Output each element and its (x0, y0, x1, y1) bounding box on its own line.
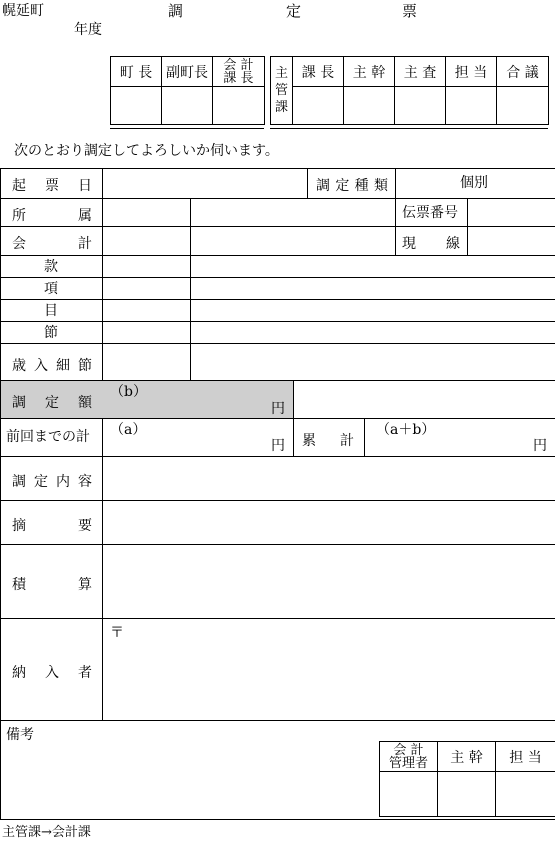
chief-header: 主 幹 (344, 57, 395, 87)
col-line (364, 418, 365, 456)
amount-marker: （b） (110, 384, 147, 400)
date-label: 起 票 日 (12, 178, 92, 194)
remarks-stamp-table (379, 741, 555, 817)
kan-label: 款 (44, 259, 58, 275)
payer-label: 納 入 者 (12, 665, 92, 681)
title-char-3: 票 (402, 2, 418, 20)
col-line (102, 168, 103, 720)
row-line (0, 343, 555, 344)
cumulative-marker: （a＋b） (376, 422, 436, 438)
prev-total-label: 前回までの計 (6, 429, 90, 445)
row-line (0, 226, 555, 227)
accounting-manager-header: 会 計 管理者 (380, 742, 438, 772)
cash-label: 現 線 (402, 236, 460, 252)
affiliation-label: 所 属 (12, 208, 92, 224)
approval-table-right (270, 56, 549, 125)
summary-label: 摘 要 (12, 518, 92, 534)
title-char-2: 定 (286, 2, 302, 20)
slip-no-label: 伝票番号 (402, 205, 458, 221)
moku-label: 目 (44, 303, 58, 319)
row-line (0, 720, 555, 721)
deputy-mayor-header: 副町長 (162, 57, 213, 87)
mayor-header: 町 長 (111, 57, 162, 87)
stamp-box (380, 772, 438, 817)
amount-yen: 円 (271, 401, 285, 417)
intro-text: 次のとおり調定してよろしいか伺います。 (14, 143, 279, 159)
col-line (307, 168, 308, 198)
calc-label: 積 算 (12, 577, 92, 593)
col-line (467, 198, 468, 255)
stamp-box (162, 87, 213, 125)
town-name: 幌延町 (2, 3, 44, 19)
row-line (0, 321, 555, 322)
prev-yen: 円 (271, 438, 285, 454)
approval-table-left (110, 56, 265, 125)
chief-header: 主 幹 (438, 742, 496, 772)
inspector-header: 主 査 (395, 57, 446, 87)
setsu-label: 節 (44, 325, 58, 341)
row-line (0, 618, 555, 619)
kou-label: 項 (44, 281, 58, 297)
staff-header: 担 当 (446, 57, 497, 87)
department-header: 主 管 課 (271, 57, 293, 125)
cumulative-yen: 円 (533, 438, 547, 454)
postal-mark: 〒 (110, 625, 124, 641)
row-line (0, 456, 555, 457)
stamp-box (293, 87, 344, 125)
row-line (0, 418, 555, 419)
revenue-label: 歳 入 細 節 (12, 358, 92, 374)
kind-label: 調 定 種 類 (316, 178, 388, 194)
row-line (0, 299, 555, 300)
kind-value: 個別 (460, 175, 488, 191)
amount-label: 調 定 額 (12, 395, 92, 411)
col-line (395, 168, 396, 198)
remarks-label: 備考 (6, 727, 34, 743)
accounting-chief-header: 会 計 課 長 (213, 57, 265, 87)
cumulative-label: 累 計 (302, 433, 354, 449)
stamp-box (446, 87, 497, 125)
stamp-box (111, 87, 162, 125)
title-char-1: 調 (168, 2, 184, 20)
row-line (0, 544, 555, 545)
account-label: 会 計 (12, 236, 92, 252)
stamp-box (344, 87, 395, 125)
stamp-box (213, 87, 265, 125)
content-label: 調 定 内 容 (12, 474, 92, 490)
staff-header: 担 当 (496, 742, 555, 772)
prev-marker: （a） (110, 422, 147, 438)
row-line (0, 277, 555, 278)
consultation-header: 合 議 (497, 57, 549, 87)
section-chief-header: 課 長 (293, 57, 344, 87)
col-line (395, 198, 396, 255)
col-line (293, 380, 294, 456)
stamp-box (438, 772, 496, 817)
stamp-box (497, 87, 549, 125)
divider (110, 128, 264, 129)
fiscal-year-label: 年度 (74, 22, 102, 38)
row-line (0, 255, 555, 256)
stamp-box (496, 772, 555, 817)
form-frame (0, 168, 555, 820)
divider (270, 128, 548, 129)
col-line (190, 198, 191, 380)
row-line (0, 198, 555, 199)
stamp-box (395, 87, 446, 125)
row-line (0, 500, 555, 501)
footer-routing: 主管課→会計課 (2, 825, 91, 840)
